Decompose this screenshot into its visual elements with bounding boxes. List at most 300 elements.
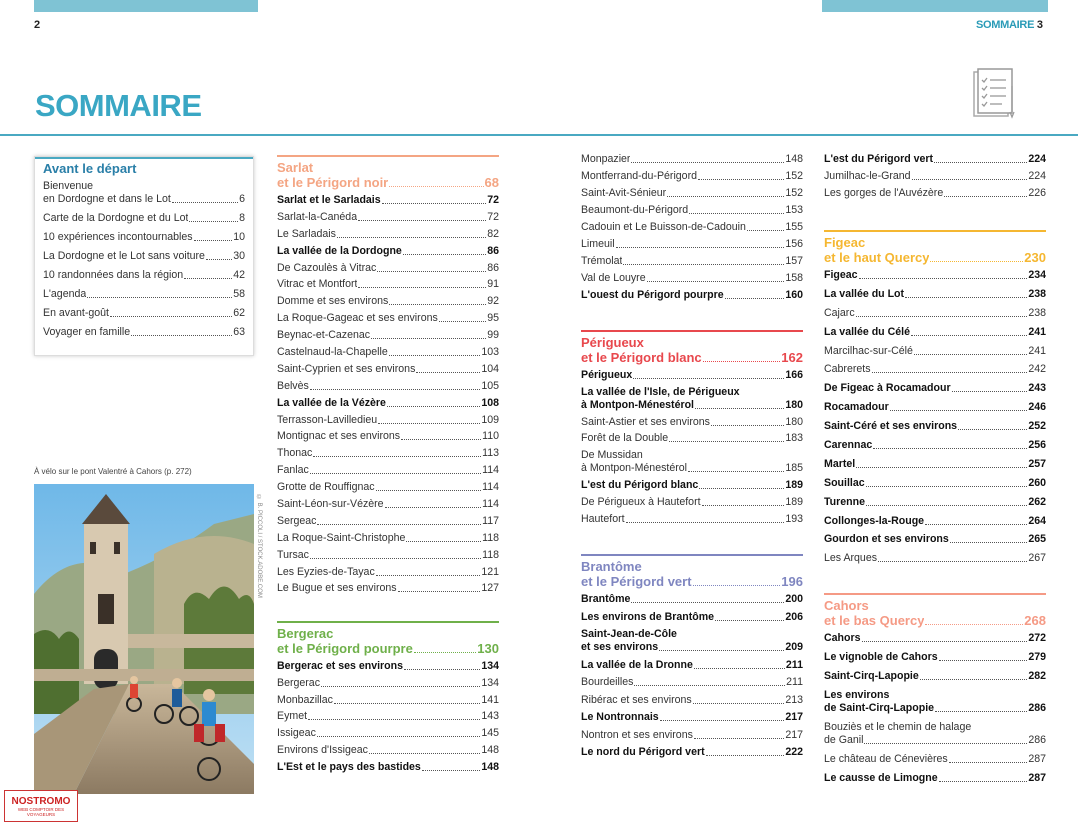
toc-entry-de-mussidan-line1: De Mussidan xyxy=(581,449,643,462)
toc-entry-hautefort[interactable] xyxy=(581,513,803,526)
toc-page-number: 143 xyxy=(481,710,499,723)
toc-page-number: 272 xyxy=(1028,632,1046,645)
toc-page-number: 105 xyxy=(481,379,499,392)
toc-page-number: 264 xyxy=(1028,514,1046,527)
toc-page-number: 155 xyxy=(785,221,803,233)
toc-entry-riberac-et-ses-environs[interactable] xyxy=(581,694,803,707)
dot-leader xyxy=(667,196,784,197)
toc-entry-beynac-et-cazenac[interactable] xyxy=(277,329,499,342)
toc-entry-label: Saint-Avit-Sénieur xyxy=(581,187,667,199)
toc-page-number: 286 xyxy=(1028,734,1046,747)
toc-page-number: 145 xyxy=(481,727,499,740)
toc-page-number: 257 xyxy=(1028,457,1046,470)
toc-page-number: 95 xyxy=(487,312,499,325)
toc-entry-la-vallee-de-la-dronne[interactable] xyxy=(581,659,803,672)
toc-page-number: 287 xyxy=(1028,772,1046,785)
dot-leader xyxy=(939,781,1028,782)
toc-entry-label: Souillac xyxy=(824,476,865,489)
dot-leader xyxy=(337,237,486,238)
toc-entry-carte-de-la-dordogne-et-du-lot[interactable] xyxy=(43,212,245,225)
toc-page-number: 99 xyxy=(487,329,499,342)
toc-entry-saint-astier-et-ses-environs[interactable] xyxy=(581,416,803,429)
toc-page-number: 189 xyxy=(785,478,803,491)
toc-entry-l-ouest-du-perigord-pourpre[interactable] xyxy=(581,289,803,302)
toc-entry-tremolat[interactable] xyxy=(581,255,803,268)
title-rule xyxy=(0,134,1078,136)
toc-entry-marcilhac-sur-cele[interactable] xyxy=(824,345,1046,358)
toc-entry-label: En avant-goût xyxy=(43,307,109,319)
dot-leader xyxy=(698,179,784,180)
toc-page-number: 226 xyxy=(1028,187,1046,199)
toc-entry-label: La vallée de la Vézère xyxy=(277,396,386,409)
dot-leader xyxy=(872,372,1028,373)
dot-leader xyxy=(382,203,487,204)
toc-entry-label: Tursac xyxy=(277,548,309,561)
dot-leader xyxy=(703,361,781,362)
toc-entry-label: Terrasson-Lavilledieu xyxy=(277,413,378,426)
toc-entry-monpazier[interactable] xyxy=(581,153,803,166)
dot-leader xyxy=(873,448,1027,449)
dot-leader xyxy=(659,650,784,651)
toc-entry-les-environs[interactable] xyxy=(824,702,1046,715)
toc-entry-cahors[interactable] xyxy=(824,632,1046,645)
toc-page-number: 213 xyxy=(785,693,803,706)
toc-page-number: 241 xyxy=(1028,325,1046,338)
toc-entry-la-vallee-de-la-dordogne[interactable] xyxy=(277,245,499,258)
toc-entry-en-avant-gout[interactable] xyxy=(43,307,245,320)
toc-entry-label: Fanlac xyxy=(277,464,309,477)
dot-leader xyxy=(856,467,1027,468)
dot-leader xyxy=(694,668,785,669)
toc-entry-rocamadour[interactable] xyxy=(824,401,1046,414)
checklist-icon xyxy=(972,68,1018,120)
dot-leader xyxy=(310,473,481,474)
section-figeac-heading[interactable] xyxy=(824,250,1046,265)
toc-entry-la-vallee-de-l-isle-de-perigueux[interactable] xyxy=(581,399,803,412)
toc-entry-bergerac-et-ses-environs[interactable] xyxy=(277,660,499,673)
toc-entry-val-de-louyre[interactable] xyxy=(581,272,803,285)
dot-leader xyxy=(626,522,785,523)
toc-entry-label: Sergeac xyxy=(277,514,317,527)
toc-entry-de-perigueux-a-hautefort[interactable] xyxy=(581,496,803,509)
toc-page-number: 256 xyxy=(1028,439,1046,452)
toc-entry-la-roque-gageac-et-ses-environs[interactable] xyxy=(277,312,499,325)
section-figeac-page: 230 xyxy=(1024,250,1046,265)
toc-page-number: 156 xyxy=(785,238,803,250)
section-bergerac-title-line1: Bergerac xyxy=(277,626,334,642)
section-perigueux-heading[interactable] xyxy=(581,350,803,365)
dot-leader xyxy=(911,335,1027,336)
toc-entry-de-cazoules-a-vitrac[interactable] xyxy=(277,262,499,275)
toc-entry-label: Cajarc xyxy=(824,306,855,319)
toc-entry-label: Les Eyzies-de-Tayac xyxy=(277,565,375,578)
section-sarlat-heading[interactable] xyxy=(277,175,499,190)
section-bergerac xyxy=(277,621,499,656)
dot-leader xyxy=(949,762,1028,763)
toc-page-number: 148 xyxy=(785,153,803,165)
dot-leader xyxy=(387,406,480,407)
toc-entry-vitrac-et-montfort[interactable] xyxy=(277,278,499,291)
toc-entry-label: de Saint-Cirq-Lapopie xyxy=(824,702,935,715)
toc-entry-la-vallee-du-cele[interactable] xyxy=(824,326,1046,339)
photo-caption: À vélo sur le pont Valentré à Cahors (p. 272) xyxy=(34,467,192,476)
toc-entry-les-environs-line1: Les environs xyxy=(824,689,890,702)
toc-entry-label: Beynac-et-Cazenac xyxy=(277,329,371,342)
dot-leader xyxy=(939,660,1028,661)
dot-leader xyxy=(110,316,232,317)
toc-entry-saint-jean-de-cole[interactable] xyxy=(581,641,803,654)
toc-page-number: 152 xyxy=(785,187,803,199)
toc-entry-saint-jean-de-cole-line1: Saint-Jean-de-Côle xyxy=(581,628,677,641)
toc-entry-label: La Roque-Gageac et ses environs xyxy=(277,312,438,325)
toc-entry-label: La vallée du Célé xyxy=(824,325,910,338)
toc-entry-l-agenda[interactable] xyxy=(43,288,245,301)
toc-page-number: 211 xyxy=(786,676,803,689)
toc-entry-label: Monpazier xyxy=(581,153,631,165)
toc-page-number: 183 xyxy=(785,432,803,445)
toc-entry-label: Ribérac et ses environs xyxy=(581,693,692,706)
toc-entry-label: 10 expériences incontournables xyxy=(43,231,193,243)
dot-leader xyxy=(856,316,1028,317)
toc-page-number: 30 xyxy=(233,250,245,262)
toc-entry-sergeac[interactable] xyxy=(277,515,499,528)
toc-page-number: 82 xyxy=(487,227,499,240)
toc-entry-bourdeilles[interactable] xyxy=(581,676,803,689)
toc-entry-le-causse-de-limogne[interactable] xyxy=(824,772,1046,785)
toc-entry-label: Les environs de Brantôme xyxy=(581,610,715,623)
toc-entry-monbazillac[interactable] xyxy=(277,694,499,707)
toc-entry-label: Martel xyxy=(824,457,856,470)
toc-entry-de-figeac-a-rocamadour[interactable] xyxy=(824,382,1046,395)
toc-page-number: 108 xyxy=(481,396,499,409)
toc-page-number: 72 xyxy=(487,194,499,206)
dot-leader xyxy=(688,471,784,472)
toc-entry-label: Gourdon et ses environs xyxy=(824,533,949,546)
dot-leader xyxy=(310,389,481,390)
toc-page-number: 180 xyxy=(785,398,803,411)
avant-le-depart-box xyxy=(34,156,254,356)
toc-entry-la-vallee-de-la-vezere[interactable] xyxy=(277,397,499,410)
dot-leader xyxy=(616,247,785,248)
toc-page-number: 6 xyxy=(239,193,245,205)
dot-leader xyxy=(747,230,784,231)
toc-entry-label: Saint-Cirq-Lapopie xyxy=(824,670,919,683)
toc-entry-label: à Montpon-Ménestérol xyxy=(581,398,694,411)
toc-entry-saint-cirq-lapopie[interactable] xyxy=(824,670,1046,683)
toc-entry-saint-leon-sur-vezere[interactable] xyxy=(277,498,499,511)
toc-entry-foret-de-la-double[interactable] xyxy=(581,432,803,445)
section-sarlat-page: 68 xyxy=(484,175,499,190)
toc-page-number: 113 xyxy=(482,447,499,460)
toc-page-number: 217 xyxy=(785,728,803,741)
toc-entry-le-chateau-de-cenevieres[interactable] xyxy=(824,753,1046,766)
toc-entry-limeuil[interactable] xyxy=(581,238,803,251)
toc-entry-label: Montferrand-du-Périgord xyxy=(581,170,697,182)
section-perigueux-title-line1: Périgueux xyxy=(581,335,644,350)
section-brantome-title-line1: Brantôme xyxy=(581,559,642,575)
toc-page-number: 252 xyxy=(1028,420,1046,433)
avant-le-depart-list xyxy=(43,180,245,339)
section-cahors-title-line1: Cahors xyxy=(824,598,869,614)
dot-leader xyxy=(172,202,238,203)
toc-entry-martel[interactable] xyxy=(824,458,1046,471)
dot-leader xyxy=(403,254,486,255)
toc-entry-label: Limeuil xyxy=(581,238,615,250)
toc-entry-le-nontronnais[interactable] xyxy=(581,711,803,724)
dot-leader xyxy=(376,490,482,491)
toc-entry-belves[interactable] xyxy=(277,380,499,393)
dot-leader xyxy=(715,620,784,621)
toc-entry-carennac[interactable] xyxy=(824,439,1046,452)
dot-leader xyxy=(944,196,1027,197)
toc-entry-nontron-et-ses-environs[interactable] xyxy=(581,729,803,742)
dot-leader xyxy=(914,354,1027,355)
toc-entry-souillac[interactable] xyxy=(824,477,1046,490)
dot-leader xyxy=(866,505,1027,506)
toc-page-number: 224 xyxy=(1028,170,1046,182)
section-sarlat xyxy=(277,155,499,190)
toc-entry-bienvenue[interactable] xyxy=(43,193,245,206)
toc-entry-de-mussidan[interactable] xyxy=(581,462,803,475)
dot-leader xyxy=(389,186,483,187)
page-number-right: 3 xyxy=(1036,19,1043,31)
toc-entry-label: L'est du Périgord blanc xyxy=(581,478,699,491)
toc-page-number: 222 xyxy=(785,746,803,759)
toc-entry-voyager-en-famille[interactable] xyxy=(43,326,245,339)
toc-entry-le-bugue-et-ses-environs[interactable] xyxy=(277,582,499,595)
toc-entry-label: Forêt de la Double xyxy=(581,432,669,445)
dot-leader xyxy=(634,685,785,686)
toc-entry-fanlac[interactable] xyxy=(277,464,499,477)
dot-leader xyxy=(695,408,784,409)
dot-leader xyxy=(358,287,486,288)
toc-entry-figeac[interactable] xyxy=(824,269,1046,282)
toc-entry-label: De Cazoulès à Vitrac xyxy=(277,261,377,274)
toc-page-number: 86 xyxy=(487,261,499,274)
toc-page-number: 267 xyxy=(1028,552,1046,565)
dot-leader xyxy=(912,179,1028,180)
toc-entry-la-roque-saint-christophe[interactable] xyxy=(277,532,499,545)
dot-leader xyxy=(890,410,1028,411)
toc-entry-label: Les gorges de l'Auvézère xyxy=(824,187,944,199)
toc-entry-brantome[interactable] xyxy=(581,593,803,606)
toc-page-number: 62 xyxy=(233,307,245,319)
toc-entry-l-est-du-perigord-vert[interactable] xyxy=(824,153,1046,166)
toc-page-number: 110 xyxy=(482,430,499,443)
nostromo-logo xyxy=(4,790,78,822)
toc-entry-tursac[interactable] xyxy=(277,549,499,562)
dot-leader xyxy=(321,686,480,687)
toc-entry-turenne[interactable] xyxy=(824,496,1046,509)
toc-page-number: 166 xyxy=(785,369,803,381)
toc-page-number: 92 xyxy=(487,295,499,308)
photo-credit: © B. PICCOLI / STOCK.ADOBE.COM xyxy=(256,495,262,598)
toc-entry-sarlat-la-caneda[interactable] xyxy=(277,211,499,224)
toc-entry-collonges-la-rouge[interactable] xyxy=(824,515,1046,528)
toc-entry-l-est-et-le-pays-des-bastides[interactable] xyxy=(277,761,499,774)
section-perigueux-page: 162 xyxy=(781,350,803,365)
toc-page-number: 148 xyxy=(481,760,499,773)
dot-leader xyxy=(862,641,1028,642)
dot-leader xyxy=(631,162,784,163)
section-figeac xyxy=(824,230,1046,265)
toc-entry-label: La Roque-Saint-Christophe xyxy=(277,531,406,544)
toc-page-number: 134 xyxy=(481,660,499,673)
toc-entry-label: Sarlat-la-Canéda xyxy=(277,210,358,223)
toc-entry-label: Thonac xyxy=(277,447,313,460)
toc-entry-les-environs-de-brantome[interactable] xyxy=(581,611,803,624)
toc-entry-le-vignoble-de-cahors[interactable] xyxy=(824,651,1046,664)
toc-entry-10-randonnees-dans-la-region[interactable] xyxy=(43,269,245,282)
toc-entry-label: Cadouin et Le Buisson-de-Cadouin xyxy=(581,221,746,233)
toc-entry-issigeac[interactable] xyxy=(277,727,499,740)
toc-page-number: 141 xyxy=(481,693,499,706)
dot-leader xyxy=(694,738,784,739)
toc-entry-label: Le vignoble de Cahors xyxy=(824,651,938,664)
section-perigueux-title-line2: et le Périgord blanc xyxy=(581,350,702,365)
toc-entry-label: Beaumont-du-Périgord xyxy=(581,204,689,216)
toc-entry-montignac-et-ses-environs[interactable] xyxy=(277,430,499,443)
toc-entry-castelnaud-la-chapelle[interactable] xyxy=(277,346,499,359)
toc-entry-saint-cyprien-et-ses-environs[interactable] xyxy=(277,363,499,376)
dot-leader xyxy=(950,542,1028,543)
toc-entry-label: La Dordogne et le Lot sans voiture xyxy=(43,250,205,262)
toc-page-number: 114 xyxy=(482,498,499,511)
toc-page-number: 189 xyxy=(785,495,803,508)
logo-name: NOSTROMO xyxy=(11,796,71,807)
dot-leader xyxy=(376,575,481,576)
toc-entry-beaumont-du-perigord[interactable] xyxy=(581,204,803,217)
toc-entry-label: La vallée de la Dronne xyxy=(581,658,693,671)
toc-entry-grotte-de-rouffignac[interactable] xyxy=(277,481,499,494)
toc-page-number: 103 xyxy=(481,346,499,359)
dot-leader xyxy=(711,425,784,426)
section-cahors-heading[interactable] xyxy=(824,613,1046,628)
dot-leader xyxy=(920,679,1028,680)
toc-page-number: 282 xyxy=(1028,670,1046,683)
dot-leader xyxy=(934,162,1027,163)
toc-entry-terrasson-lavilledieu[interactable] xyxy=(277,414,499,427)
dot-leader xyxy=(358,220,486,221)
dot-leader xyxy=(925,624,1023,625)
toc-page-number: 91 xyxy=(487,278,499,291)
toc-entry-sarlat-et-le-sarladais[interactable] xyxy=(277,194,499,207)
toc-entry-label: Saint-Céré et ses environs xyxy=(824,420,958,433)
toc-entry-thonac[interactable] xyxy=(277,447,499,460)
toc-entry-les-gorges-de-l-auvezere[interactable] xyxy=(824,187,1046,200)
section-brantome-heading[interactable] xyxy=(581,574,803,589)
page-number-left: 2 xyxy=(34,19,41,31)
toc-entry-label: Saint-Léon-sur-Vézère xyxy=(277,498,384,511)
section-bergerac-page: 130 xyxy=(477,641,499,657)
dot-leader xyxy=(689,213,784,214)
toc-entry-label: Le Sarladais xyxy=(277,227,336,240)
toc-entry-cabrerets[interactable] xyxy=(824,363,1046,376)
section-sarlat-title-line1: Sarlat xyxy=(277,160,314,175)
toc-entry-eymet[interactable] xyxy=(277,710,499,723)
dot-leader xyxy=(313,456,481,457)
toc-entry-label: Le causse de Limogne xyxy=(824,772,938,785)
page-title: SOMMAIRE xyxy=(35,88,202,123)
toc-entry-la-dordogne-et-le-lot-sans-voiture[interactable] xyxy=(43,250,245,263)
toc-entry-label: et ses environs xyxy=(581,641,659,654)
toc-entry-label: 10 randonnées dans la région xyxy=(43,269,184,281)
toc-entry-la-vallee-du-lot[interactable] xyxy=(824,288,1046,301)
toc-entry-jumilhac-le-grand[interactable] xyxy=(824,170,1046,183)
toc-entry-gourdon-et-ses-environs[interactable] xyxy=(824,533,1046,546)
toc-entry-label: Domme et ses environs xyxy=(277,295,389,308)
toc-entry-bouzies-et-le-chemin-de-halage[interactable] xyxy=(824,734,1046,747)
toc-page-number: 104 xyxy=(481,362,499,375)
toc-page-number: 127 xyxy=(481,582,499,595)
dot-leader xyxy=(189,221,238,222)
toc-entry-label: Cahors xyxy=(824,632,861,645)
toc-page-number: 246 xyxy=(1028,401,1046,414)
dot-leader xyxy=(389,355,481,356)
toc-entry-label: Saint-Cyprien et ses environs xyxy=(277,362,416,375)
toc-entry-label: Jumilhac-le-Grand xyxy=(824,170,911,182)
toc-page-number: 152 xyxy=(785,170,803,182)
toc-entry-les-eyzies-de-tayac[interactable] xyxy=(277,566,499,579)
dot-leader xyxy=(878,561,1027,562)
toc-entry-label: Nontron et ses environs xyxy=(581,728,693,741)
section-cahors-title-line2: et le bas Quercy xyxy=(824,613,925,629)
toc-page-number: 211 xyxy=(785,658,803,671)
toc-entry-le-sarladais[interactable] xyxy=(277,228,499,241)
avant-le-depart-title: Avant le départ xyxy=(35,157,253,176)
toc-page-number: 262 xyxy=(1028,495,1046,508)
toc-entry-saint-avit-senieur[interactable] xyxy=(581,187,803,200)
toc-entry-domme-et-ses-environs[interactable] xyxy=(277,295,499,308)
toc-page-number: 42 xyxy=(233,269,245,281)
toc-entry-bouzies-et-le-chemin-de-halage-line1: Bouziès et le chemin de halage xyxy=(824,721,972,734)
toc-entry-les-arques[interactable] xyxy=(824,552,1046,565)
toc-entry-label: Eymet xyxy=(277,710,308,723)
toc-entry-le-nord-du-perigord-vert[interactable] xyxy=(581,746,803,759)
toc-entry-label: L'ouest du Périgord pourpre xyxy=(581,289,724,301)
running-head-label: SOMMAIRE xyxy=(976,19,1035,31)
toc-entry-label: Sarlat et le Sarladais xyxy=(277,194,381,206)
toc-entry-cajarc[interactable] xyxy=(824,307,1046,320)
dot-leader xyxy=(935,711,1027,712)
dot-leader xyxy=(958,429,1027,430)
toc-entry-environs-d-issigeac[interactable] xyxy=(277,744,499,757)
section-bergerac-heading[interactable] xyxy=(277,641,499,656)
toc-entry-bergerac[interactable] xyxy=(277,677,499,690)
toc-entry-saint-cere-et-ses-environs[interactable] xyxy=(824,420,1046,433)
toc-entry-perigueux[interactable] xyxy=(581,369,803,382)
toc-entry-10-experiences-incontournables[interactable] xyxy=(43,231,245,244)
toc-page-number: 121 xyxy=(481,565,499,578)
toc-entry-cadouin-et-le-buisson-de-cadouin[interactable] xyxy=(581,221,803,234)
dot-leader xyxy=(369,753,480,754)
toc-entry-label: Le château de Cénevières xyxy=(824,753,948,766)
top-bar-right xyxy=(822,0,1048,12)
dot-leader xyxy=(859,278,1028,279)
toc-entry-l-est-du-perigord-blanc[interactable] xyxy=(581,479,803,492)
top-bar-left xyxy=(34,0,258,12)
dot-leader xyxy=(371,338,486,339)
toc-entry-label: Carte de la Dordogne et du Lot xyxy=(43,212,189,224)
toc-page-number: 8 xyxy=(239,212,245,224)
toc-entry-label: Environs d'Issigeac xyxy=(277,743,368,756)
toc-entry-label: Rocamadour xyxy=(824,401,889,414)
toc-entry-montferrand-du-perigord[interactable] xyxy=(581,170,803,183)
toc-page-number: 217 xyxy=(785,711,803,724)
dot-leader xyxy=(631,602,784,603)
section-cahors xyxy=(824,593,1046,628)
toc-page-number: 224 xyxy=(1028,153,1046,165)
